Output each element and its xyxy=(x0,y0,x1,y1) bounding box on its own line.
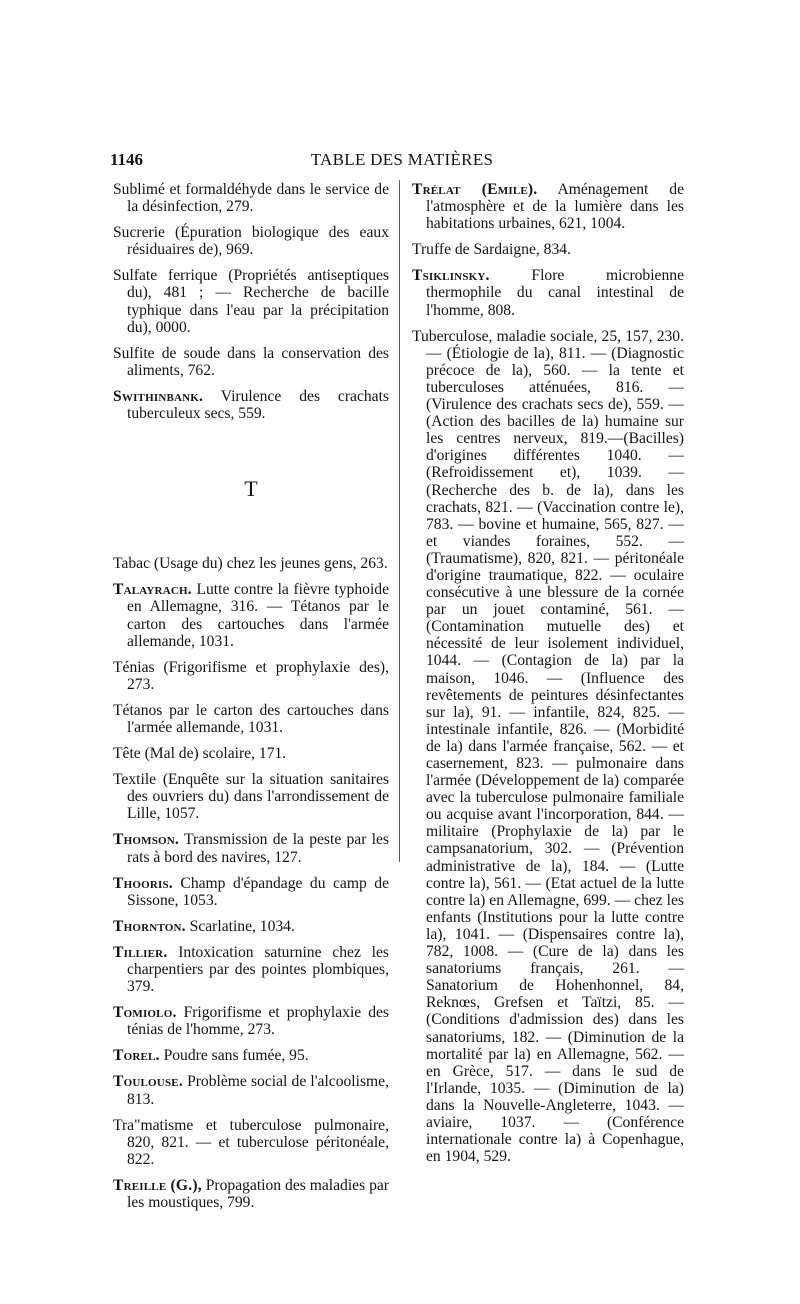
entry-text: Tabac (Usage du) chez les jeunes gens, 263. xyxy=(113,555,388,573)
entries-after-letter xyxy=(113,555,389,1211)
column-divider xyxy=(399,180,400,862)
entry-text: Flore microbienne thermophile du canal intestinal de l'homme, 808. xyxy=(426,267,684,319)
index-entry xyxy=(113,1047,389,1064)
entry-text: Tra"matisme et tuberculose pulmonaire, 820, 821. — et tuberculose péritonéale, 822. xyxy=(113,1116,389,1168)
entry-text: Propagation des maladies par les moustiques, 799. xyxy=(127,1176,389,1212)
page-number: 1146 xyxy=(110,150,144,169)
entry-text: Ténias (Frigorifisme et prophylaxie des), 273. xyxy=(113,658,389,693)
index-entry xyxy=(113,918,389,935)
index-entry xyxy=(113,831,389,865)
index-entry xyxy=(113,181,389,215)
entry-text: Frigorifisme et prophylaxie des ténias de l'homme, 273. xyxy=(127,1004,389,1039)
index-entry xyxy=(412,181,684,232)
entry-text: Tuberculose, maladie sociale, 25, 157, 230. — (Étiologie de la), 811. — (Diagnostic précoce de la), 560. — la tente et tuberculoses atténuées, 816. — (Virulence des crachats secs de), 559. — (Action des bacilles de la) humaine sur les centres nerveux, 819.—(Bacilles) d'origines différentes 1040. — (Refroidissement et), 1039. — (Recherche des b. de la), dans les crachats, 821. — (Vaccination contre le), 783. — bovine et humaine, 565, 827. — et viandes foraines, 552. — (Traumatisme), 820, 821. — péritonéale d'origine traumatique, 822. — oculaire consécutive à une blessure de la cornée par un jouet contaminé, 561. — (Contamination mutuelle des) et nécessité de leur isolement individuel, 1044. — (Contagion de la) par la maison, 1046. — (Influence des revêtements de peintures désinfectantes sur la), 91. — infantile, 824, 825. — intestinale infantile, 826. — (Morbidité de la) dans l'armée française, 562. — et casernement, 823. — pulmonaire dans l'armée (Développement de la) comparée avec la tuberculose pulmonaire familiale ou acquise avant l'incorporation, 844. — militaire (Prophylaxie de la) par le campsanatorium, 302. — (Prévention administrative de la), 184. — (Lutte contre la), 561. — (Etat actuel de la lutte contre la) en Allemagne, 699. — chez les enfants (Institutions pour la lutte contre la), 1041. — (Dispensaires contre la), 782, 1008. — (Cure de la) dans les sanatoriums français, 261. — Sanatorium de Hohenhonnel, 84, Reknœs, Grefsen et Taïtzi, 85. — (Conditions d'admission des) dans les sanatoriums, 182. — (Diminution de la mortalité par la) en Allemagne, 562. — en Grèce, 517. — dans le sud de l'Irlande, 1035. — (Diminution de la) dans la Nouvelle-Angleterre, 1043. — aviaire, 1037. — (Conférence internationale contre la) à Copenhague, en 1904, 529. xyxy=(412,327,684,1166)
entry-text: Transmission de la peste par les rats à bord des navires, 127. xyxy=(127,831,389,866)
entry-text: Sucrerie (Épuration biologique des eaux résiduaires de), 969. xyxy=(113,224,389,259)
author-name: Toulouse. xyxy=(113,1073,183,1091)
index-entry xyxy=(412,241,684,258)
right-entries xyxy=(412,181,684,1165)
entry-text: Poudre sans fumée, 95. xyxy=(159,1047,309,1065)
author-name: Talayrach. xyxy=(113,581,192,599)
index-entry xyxy=(113,944,389,995)
index-entry xyxy=(113,1004,389,1038)
page-header xyxy=(110,150,694,174)
author-name: Tillier. xyxy=(113,943,168,961)
running-title: TABLE DES MATIÈRES xyxy=(310,150,494,169)
entry-text: Truffe de Sardaigne, 834. xyxy=(412,241,571,259)
index-entry xyxy=(113,875,389,909)
entry-text: Tête (Mal de) scolaire, 171. xyxy=(113,745,287,763)
index-entry xyxy=(113,345,389,379)
entry-text: Lutte contre la fièvre typhoide en Allemagne, 316. — Tétanos par le carton des cartouches dans l'armée allemande, 1031. xyxy=(127,581,389,650)
author-name: Thornton. xyxy=(113,917,186,935)
entry-text: Sulfite de soude dans la conservation des aliments, 762. xyxy=(113,344,389,379)
entry-text: Intoxication saturnine chez les charpentiers par des pointes plombiques, 379. xyxy=(127,943,389,996)
index-entry xyxy=(113,1073,389,1107)
entry-text: Champ d'épandage du camp de Sissone, 1053. xyxy=(127,874,389,909)
index-entry xyxy=(412,267,684,318)
index-entry xyxy=(113,771,389,822)
index-entry xyxy=(113,267,389,335)
index-entry xyxy=(113,388,389,422)
author-name: Trélat (Emile). xyxy=(412,181,538,198)
index-entry xyxy=(113,1117,389,1168)
entry-text: Aménagement de l'atmosphère et de la lumière dans les habitations urbaines, 621, 1004. xyxy=(426,181,684,233)
author-name: Tsiklinsky. xyxy=(412,267,490,285)
index-entry xyxy=(113,555,389,572)
right-column xyxy=(412,181,684,1174)
entry-text: Virulence des crachats tuberculeux secs, 559. xyxy=(127,387,389,423)
entry-text: Scarlatine, 1034. xyxy=(185,917,295,935)
author-name: Thooris. xyxy=(113,874,173,892)
entry-text: Textile (Enquête sur la situation sanitaires des ouvriers du) dans l'arrondissement de Lille, 1057. xyxy=(113,771,389,823)
author-name: Treille (G.), xyxy=(113,1176,202,1194)
author-name: Tomiolo. xyxy=(113,1004,177,1022)
author-name: Torel. xyxy=(113,1047,160,1065)
index-entry xyxy=(412,328,684,1166)
index-entry xyxy=(113,224,389,258)
letter-heading: T xyxy=(244,476,258,502)
entry-text: Sulfate ferrique (Propriétés antiseptiques du), 481 ; — Recherche de bacille typhique dans l'eau par la précipitation du), 0000. xyxy=(113,267,389,336)
index-entry xyxy=(113,745,389,762)
author-name: Swithinbank. xyxy=(113,387,204,405)
entry-text: Tétanos par le carton des cartouches dans l'armée allemande, 1031. xyxy=(113,701,389,736)
index-entry xyxy=(113,702,389,736)
entry-text: Problème social de l'alcoolisme, 813. xyxy=(127,1073,389,1108)
index-entry xyxy=(113,1177,389,1211)
index-entry xyxy=(113,659,389,693)
entry-text: Sublimé et formaldéhyde dans le service de la désinfection, 279. xyxy=(113,181,389,216)
entries-before-letter xyxy=(113,181,389,422)
author-name: Thomson. xyxy=(113,831,180,849)
left-column xyxy=(113,181,389,1220)
index-entry xyxy=(113,581,389,649)
